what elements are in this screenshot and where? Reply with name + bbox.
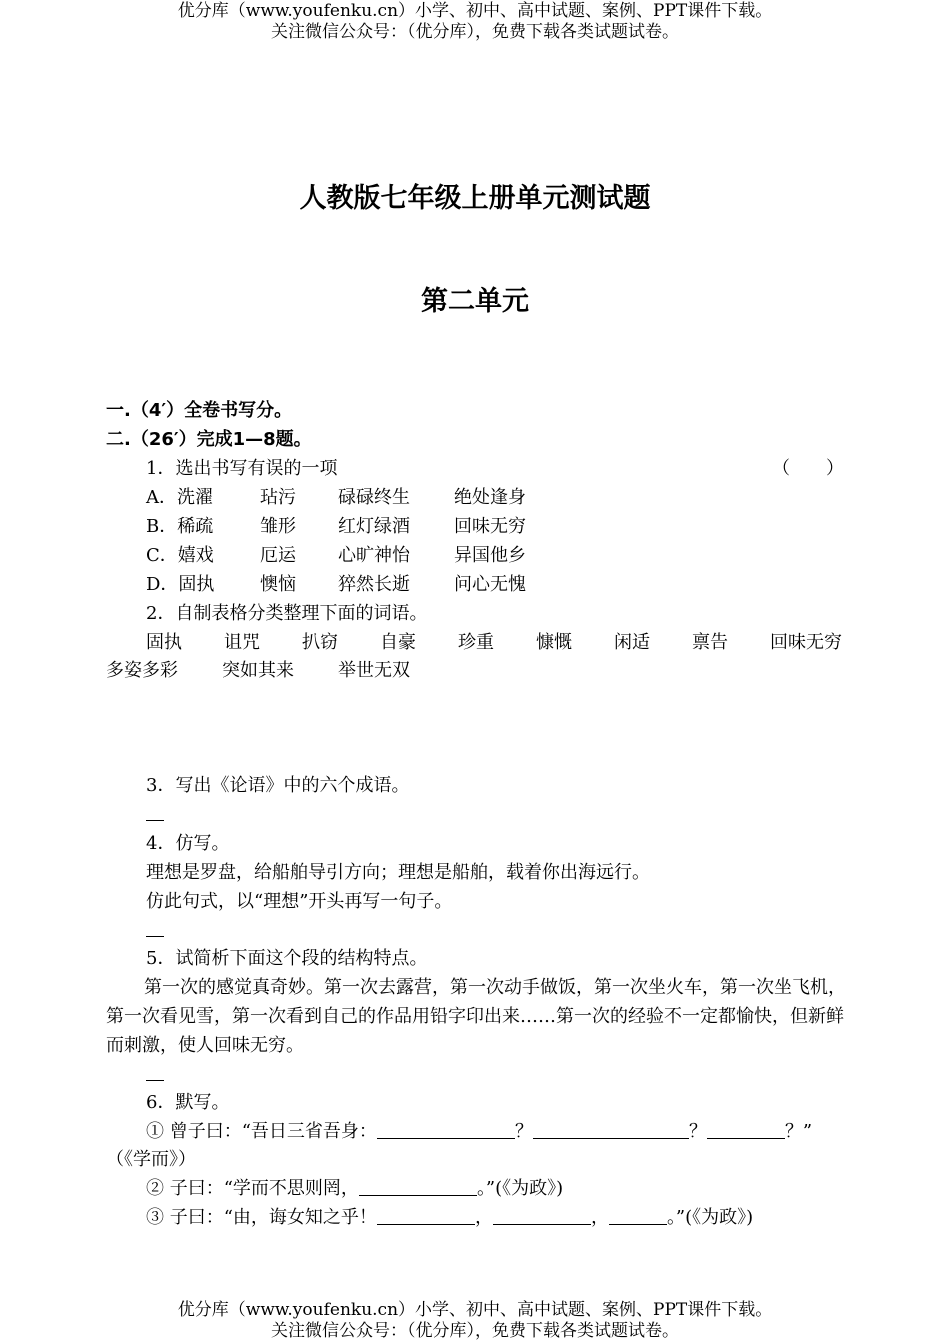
word-item: 突如其来 xyxy=(222,660,294,681)
word-item: 自豪 xyxy=(380,632,416,653)
q6-item1-prompt: ① 曾子曰：“吾日三省吾身： xyxy=(146,1121,377,1142)
q6-item-1-source: （《学而》） xyxy=(106,1149,196,1170)
header-line-2: 关注微信公众号：（优分库），免费下载各类试题试卷。 xyxy=(271,22,679,42)
q5-answer-line[interactable] xyxy=(146,1080,164,1081)
q1-option-d xyxy=(146,572,526,598)
q6-stem: 6．默写。 xyxy=(146,1092,230,1113)
q4-answer-line[interactable] xyxy=(146,936,164,937)
fill-blank[interactable] xyxy=(377,1120,515,1139)
q3-answer-line[interactable] xyxy=(146,820,164,821)
option-word: 懊恼 xyxy=(260,574,296,595)
q5-passage: 第一次的感觉真奇妙。第一次去露营，第一次动手做饭，第一次坐火车，第一次坐飞机，第一次看见雪，第一次看到自己的作品用铅字印出来……第一次的经验不一定都愉快，但新鲜而刺激，使人回味无穷。 xyxy=(106,977,846,1056)
fill-blank[interactable] xyxy=(377,1206,475,1225)
option-word: 碌碌终生 xyxy=(338,487,410,508)
q5-stem: 5．试简析下面这个段的结构特点。 xyxy=(146,948,428,969)
q6-item2-end: 。”(《为政》) xyxy=(476,1178,564,1199)
word-item: 扒窃 xyxy=(302,632,338,653)
option-word: 玷污 xyxy=(260,487,296,508)
option-word: 问心无愧 xyxy=(454,574,526,595)
option-word: 红灯绿酒 xyxy=(338,516,410,537)
fill-blank[interactable] xyxy=(609,1206,667,1225)
option-word: 异国他乡 xyxy=(454,545,526,566)
q1-answer-bracket: （ ） xyxy=(772,458,844,479)
q6-item1-mark: ？ xyxy=(688,1121,707,1142)
section-2-heading: 二.（26′）完成1—8题。 xyxy=(106,429,312,450)
q2-word-list-row-2 xyxy=(106,658,410,684)
q6-item3-comma: ， xyxy=(474,1207,493,1228)
fill-blank[interactable] xyxy=(533,1120,689,1139)
q2-stem: 2．自制表格分类整理下面的词语。 xyxy=(146,603,428,624)
option-word: 猝然长逝 xyxy=(338,574,410,595)
option-word: 绝处逢身 xyxy=(454,487,526,508)
q1-option-a xyxy=(146,485,526,511)
word-item: 诅咒 xyxy=(224,632,260,653)
word-item: 举世无双 xyxy=(338,660,410,681)
q2-word-list-row-1 xyxy=(146,630,842,656)
option-label: D．固执 xyxy=(146,574,215,595)
q6-item3-end: 。”(《为政》) xyxy=(666,1207,754,1228)
option-word: 雏形 xyxy=(260,516,296,537)
q6-item-3 xyxy=(146,1205,753,1231)
page-title: 人教版七年级上册单元测试题 xyxy=(299,183,651,214)
word-item: 回味无穷 xyxy=(770,632,842,653)
word-item: 闲适 xyxy=(614,632,650,653)
header-line-1: 优分库（www.youfenku.cn）小学、初中、高中试题、案例、PPT课件下载。 xyxy=(177,1,773,21)
fill-blank[interactable] xyxy=(707,1120,785,1139)
option-label: A．洗濯 xyxy=(146,487,213,508)
word-item: 珍重 xyxy=(458,632,494,653)
unit-subtitle: 第二单元 xyxy=(421,286,529,317)
q6-item3-comma: ， xyxy=(590,1207,609,1228)
word-item: 多姿多彩 xyxy=(106,660,178,681)
q4-example: 理想是罗盘，给船舶导引方向；理想是船舶，载着你出海远行。 xyxy=(146,862,650,883)
footer-line-2: 关注微信公众号：（优分库），免费下载各类试题试卷。 xyxy=(271,1321,679,1341)
q6-item-2 xyxy=(146,1176,563,1202)
footer-line-1: 优分库（www.youfenku.cn）小学、初中、高中试题、案例、PPT课件下载。 xyxy=(177,1300,773,1320)
q6-item-1 xyxy=(146,1119,812,1145)
q4-stem: 4．仿写。 xyxy=(146,833,230,854)
option-label: B．稀疏 xyxy=(146,516,214,537)
q6-item1-end: ？” xyxy=(784,1121,813,1142)
q6-item2-prompt: ② 子曰：“学而不思则罔， xyxy=(146,1178,359,1199)
q6-item3-prompt: ③ 子曰：“由，诲女知之乎！ xyxy=(146,1207,377,1228)
option-label: C．嬉戏 xyxy=(146,545,214,566)
fill-blank[interactable] xyxy=(359,1177,477,1196)
option-word: 回味无穷 xyxy=(454,516,526,537)
option-word: 厄运 xyxy=(260,545,296,566)
fill-blank[interactable] xyxy=(493,1206,591,1225)
q4-instruction: 仿此句式，以“理想”开头再写一句子。 xyxy=(146,891,453,912)
section-1-heading: 一.（4′）全卷书写分。 xyxy=(106,400,293,421)
option-word: 心旷神怡 xyxy=(338,545,410,566)
q6-item1-mark: ？ xyxy=(514,1121,533,1142)
word-item: 慷慨 xyxy=(536,632,572,653)
q3-stem: 3．写出《论语》中的六个成语。 xyxy=(146,775,410,796)
word-item: 固执 xyxy=(146,632,182,653)
word-item: 禀告 xyxy=(692,632,728,653)
q1-stem: 1．选出书写有误的一项 xyxy=(146,458,338,479)
q1-option-c xyxy=(146,543,526,569)
q1-option-b xyxy=(146,514,526,540)
